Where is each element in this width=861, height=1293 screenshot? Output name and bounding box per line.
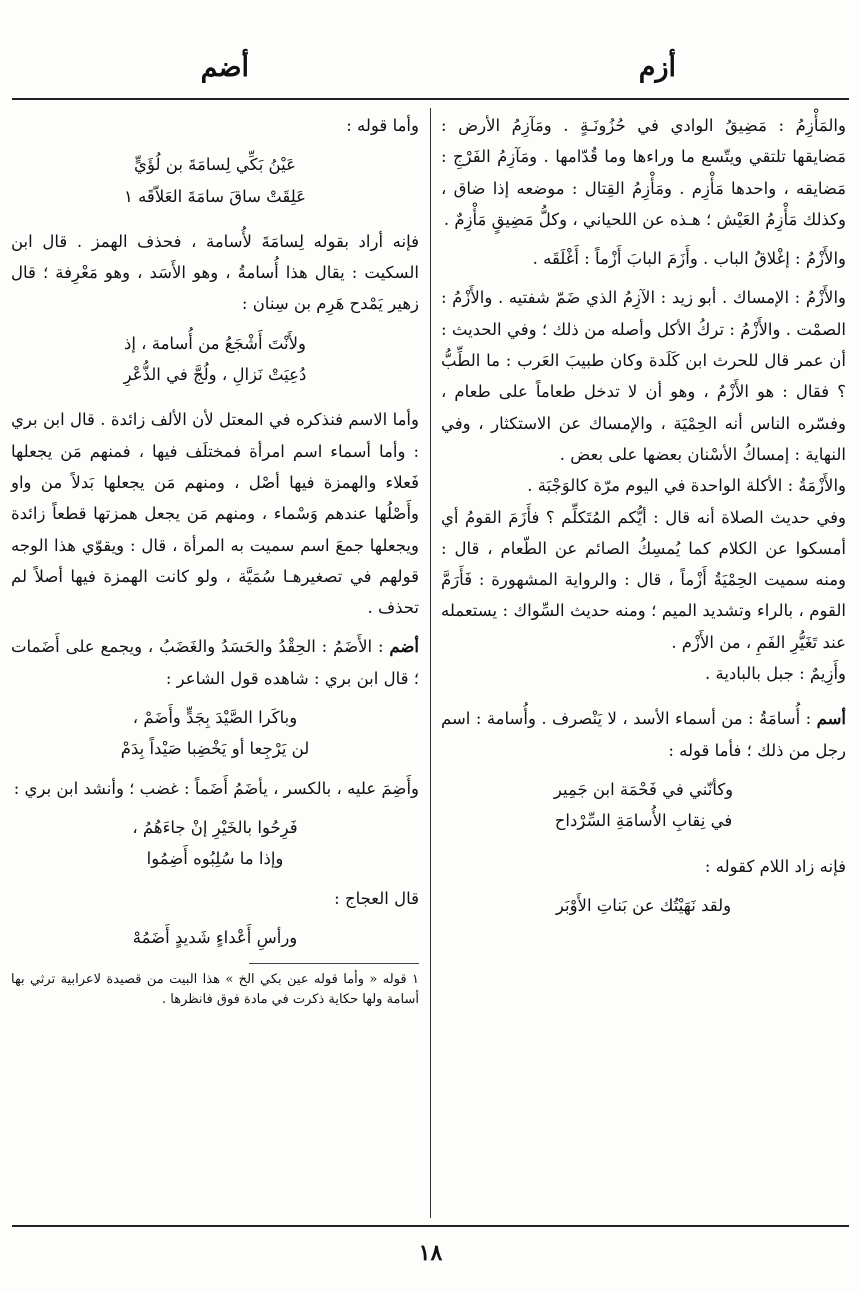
spacer — [441, 766, 846, 774]
verse-line: ورأسِ أَعْداءٍ شَديدٍ أَضَمُهْ — [132, 927, 298, 947]
spacer — [11, 694, 419, 702]
paragraph: والأَزْمُ : الإمساك . أبو زيد : الآزِمُ الذي ضَمّ شفتيه . والأَزْمُ : الصمْت . والأَزْمُ : تركُ الأكل وأصله من ذلك ؛ وفي الحديث : أن عمر قال للحرث ابن كَلَدة وكان طبيبَ العَرب : ما الطِّبُّ ؟ فقال : هو الأَزْمُ ، وهو أن لا تدخل طعاماً على طعام ، وفسّره الناس أنه الحِمْيَة ، والإمساك عن الاستكثار ، وفي النهاية : إمساكُ الأسْنان بعضها على بعض . — [441, 288, 846, 464]
spacer — [441, 882, 846, 890]
spacer — [11, 914, 419, 922]
paragraph: وفي حديث الصلاة أنه قال : أيُّكم المُتَكلِّم ؟ فأَزَمَ القومُ أي أمسكوا عن الكلام كما يُمسِكُ الصائم عن الطّعام ، قال : ومنه سميت الحِمْيَةُ أَزْماً ، قال : والرواية المشهورة : فَأَرَمَّ القوم ، بالراء وتشديد الميم ؛ ومنه حديث السِّواك : يستعمله عند تَغَيُّرِ الفَمِ ، من الأَزْم . — [441, 507, 846, 652]
running-header-left: أضم — [200, 52, 249, 83]
spacer — [441, 274, 846, 282]
verse-line: وباكَرا الصَّيْدَ بِجَدٍّ وأَضَمْ ، — [132, 708, 298, 728]
verse-line: وإذا ما سُلِبُوه أَضِمُوا — [146, 849, 284, 869]
spacer — [441, 689, 846, 703]
verse-line: ولقد نَهَيْتُك عن بَناتِ الأَوْبَر — [555, 895, 732, 915]
spacer — [11, 320, 419, 328]
verse-line: لن يَرْجِعا أو يَخْضِبا صَيْداً بِدَمْ — [120, 739, 310, 759]
entry-paragraph: أسم : أُسامَةُ : من أسماء الأسد ، لا يَنْصرف . وأُسامة : اسم رجل من ذلك ؛ فأما قوله : — [441, 709, 846, 760]
verse-line: فَرِحُوا بالخَيْرِ إنْ جاءَهُمُ ، — [132, 817, 298, 837]
spacer — [11, 390, 419, 404]
paragraph: والأَزْمَةُ : الأكلة الواحدة في اليوم مرّة كالوَجْبَة . — [527, 476, 846, 496]
verse-line: وكأنّني في فَحْمَة ابن جَمِير — [553, 779, 734, 799]
header-rule — [12, 98, 849, 100]
page-number: ١٨ — [418, 1240, 443, 1266]
footnote-rule — [249, 963, 419, 964]
spacer — [11, 765, 419, 773]
spacer — [11, 875, 419, 883]
paragraph: فإنه زاد اللام كقوله : — [704, 856, 846, 876]
paragraph: وأَضِمَ عليه ، بالكسر ، يأضَمُ أَضَماً : غضب ؛ وأنشد ابن بري : — [13, 778, 419, 798]
spacer — [11, 141, 419, 149]
column-divider — [430, 108, 431, 1218]
footer-rule — [12, 1225, 849, 1227]
paragraph: وأما الاسم فنذكره في المعتل لأن الألف زائدة . قال ابن بري : وأما أسماء اسم امرأة فمختلَف فيها ، فمنهم مَن يجعلها فَعلاء والهمزة فيها أصْل ، ومنهم مَن يجعلها بَدلاً من واو وأَصْلُها عندهم وَسْماء ، ومنهم مَن يجعل همزتها قطعاً زائدة ويجعلها جمعَ اسم سميت به المرأة ، قال : ويقوّي هذا الوجه قولهم في تصغيرهـا سُمَيَّة ، ولو كانت الهمزة فيها أصلاً لم تحذف . — [11, 410, 419, 618]
entry-paragraph: أضم : الأَضَمُ : الحِقْدُ والحَسَدُ والغَضَبُ ، ويجمع على أَضَمات ؛ قال ابن بري : شاهده قول الشاعر : — [11, 637, 419, 688]
entry-headword: أسم — [816, 709, 846, 729]
paragraph: والمَأْزِمُ : مَضِيقُ الوادي في حُزُونَـةٍ . ومَآزِمُ الأرض : مَضايقها تلتقي ويتّسع ما وراءها وما قُدّامها . ومَآزِمُ الفَرْجِ : مَضايقه ، واحدها مَأْزِم . ومَأْزِمُ القِتال : موضعه إذا ضاق ، وكذلك مَأْزِمُ العَيْش ؛ هـذه عن اللحياني ، وكلُّ مَضِيقٍ مَأْزِمٌ . — [441, 116, 846, 229]
verse-line: ولأَنْتَ أَشْجَعُ من أُسامة ، إذ — [123, 333, 306, 353]
spacer — [11, 804, 419, 812]
paragraph: قال العجاج : — [334, 888, 419, 908]
paragraph: والأَزْمُ : إغْلاقُ الباب . وأَزَمَ البابَ أَزْماً : أَغْلَقَه . — [532, 249, 846, 269]
spacer — [11, 623, 419, 631]
verse-line: عَيْنُ بَكِّي لِسامَةَ بن لُؤَيٍّ — [134, 155, 296, 175]
spacer — [11, 212, 419, 226]
left-column — [11, 110, 419, 1010]
spacer — [441, 837, 846, 851]
entry-headword: أضم — [389, 637, 419, 657]
spacer — [441, 235, 846, 243]
verse-line: عَلِقَتْ ساقَ سامَةَ العَلاّقَه ١ — [123, 186, 307, 206]
paragraph: وأما قوله : — [346, 116, 419, 135]
footnote: ١ قوله « وأما قوله عين بكي الخ » هذا البيت من قصيدة لاعرابية ترثي بها أسامة ولها حكاية ذكرت في مادة فوق فانظرها . — [11, 972, 419, 1008]
verse-line: دُعِيَتْ نَزالِ ، ولُجَّ في الذُّعْرِ — [123, 365, 307, 385]
right-column — [441, 110, 846, 921]
paragraph: وأَزِيمٌ : جبل بالبادية . — [705, 664, 846, 684]
running-header-right: أزم — [638, 52, 676, 83]
paragraph: فإنه أراد بقوله لِسامَةَ لأُسامة ، فحذف الهمز . قال ابن السكيت : يقال هذا أُسامةُ ، وهو الأَسَد ، وهو مَعْرِفة ؛ قال زهير يَمْدح هَرِم بن سِنان : — [11, 231, 419, 314]
verse-line: في نِقابِ الأُسامَةِ السِّرْداح — [554, 811, 733, 831]
